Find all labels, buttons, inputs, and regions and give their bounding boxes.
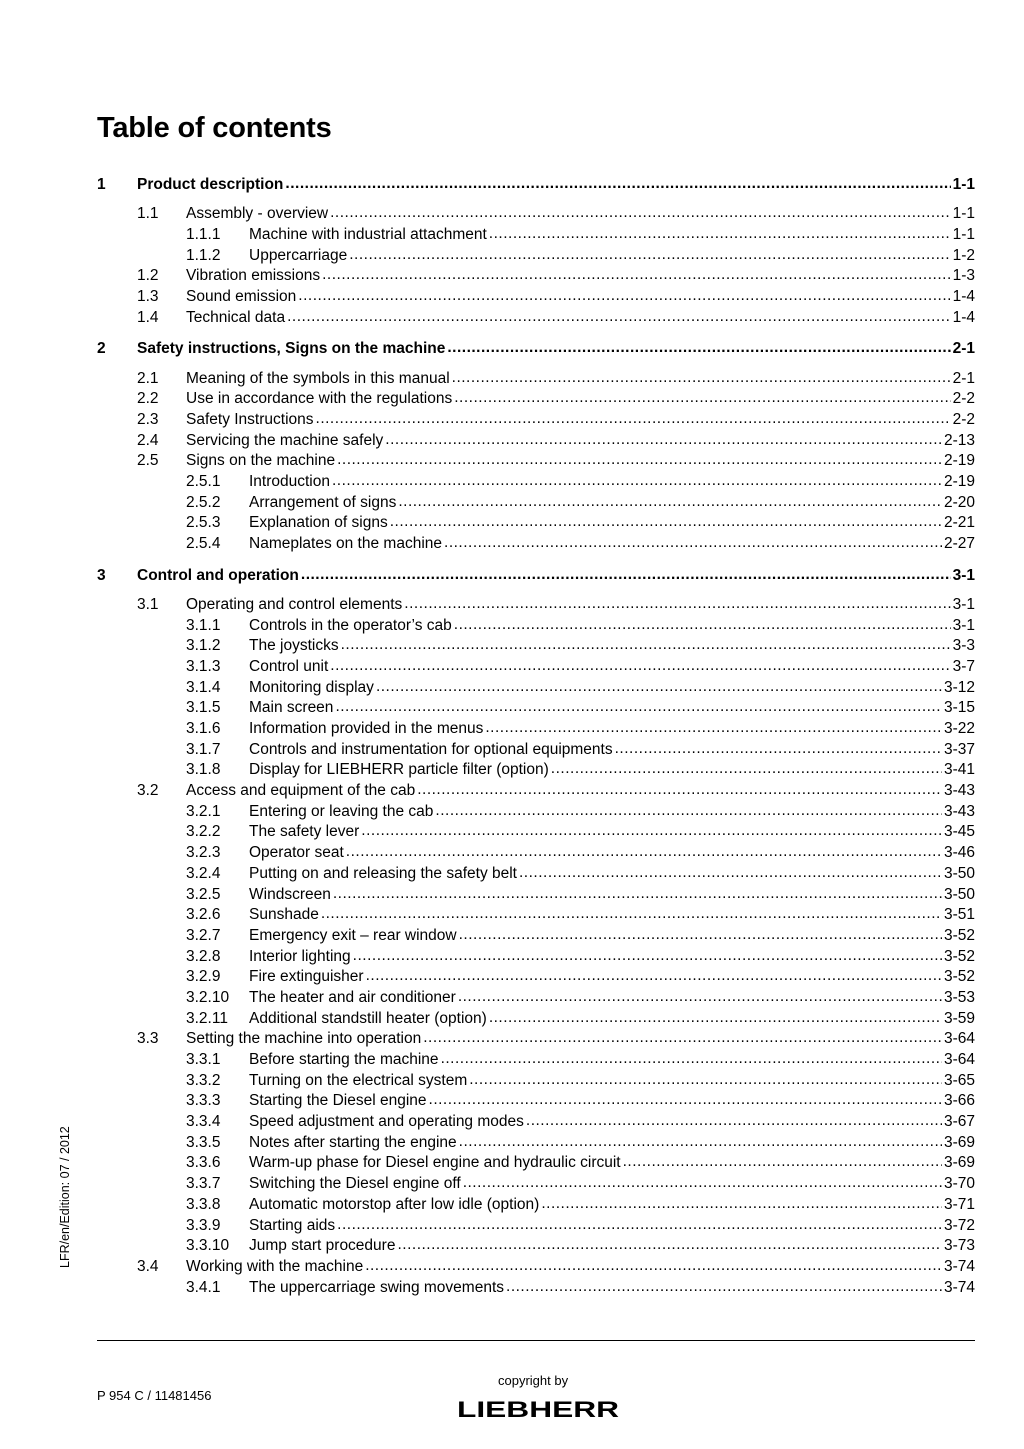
dot-leader <box>441 1049 942 1070</box>
dot-leader <box>489 224 951 245</box>
toc-title: Controls in the operator’s cab <box>249 616 452 634</box>
toc-page-number: 1-4 <box>952 287 975 305</box>
toc-subsection-row[interactable] <box>97 1071 975 1092</box>
dot-leader <box>454 388 950 409</box>
dot-leader <box>615 739 942 760</box>
toc-subsection-row[interactable] <box>97 513 975 534</box>
toc-subsection-row[interactable] <box>97 493 975 514</box>
dot-leader <box>404 594 950 615</box>
toc-title: Control unit <box>249 657 329 675</box>
toc-title: Switching the Diesel engine off <box>249 1175 461 1193</box>
dot-leader <box>435 801 942 822</box>
toc-title: Interior lighting <box>249 947 351 965</box>
toc-title: Main screen <box>249 699 334 717</box>
toc-page-number: 3-53 <box>943 988 975 1006</box>
toc-number: 3.2.4 <box>186 864 221 882</box>
toc-subsection-row[interactable] <box>97 678 975 699</box>
toc-number: 2.1 <box>137 369 159 387</box>
dot-leader <box>335 697 942 718</box>
dot-leader <box>341 635 951 656</box>
toc-section-row[interactable] <box>97 308 975 329</box>
toc-title: Nameplates on the machine <box>249 535 443 552</box>
toc-number: 3.4 <box>137 1257 159 1275</box>
toc-section-row[interactable] <box>97 410 975 431</box>
toc-page-number: 1-1 <box>952 176 975 193</box>
dot-leader <box>385 430 942 451</box>
toc-number: 3.3.9 <box>186 1216 221 1234</box>
toc-number: 3.2 <box>137 782 159 800</box>
dot-leader <box>285 174 950 195</box>
toc-section-row[interactable] <box>97 266 975 287</box>
toc-number: 3.2.5 <box>186 885 221 903</box>
toc-title: Putting on and releasing the safety belt <box>249 864 517 882</box>
dot-leader <box>526 1111 942 1132</box>
toc-chapter-row[interactable] <box>97 175 975 196</box>
toc-page-number: 2-21 <box>943 514 975 532</box>
toc-title: Use in accordance with the regulations <box>186 390 453 408</box>
dot-leader <box>519 863 942 884</box>
toc-number: 2.5 <box>137 452 159 470</box>
dot-leader <box>349 245 950 266</box>
dot-leader <box>346 842 942 863</box>
toc-subsection-row[interactable] <box>97 740 975 761</box>
toc-title: Emergency exit – rear window <box>249 926 457 944</box>
toc-title: The uppercarriage swing movements <box>249 1278 505 1296</box>
toc-number: 3.2.2 <box>186 823 221 841</box>
toc-subsection-row[interactable] <box>97 636 975 657</box>
toc-title: Turning on the electrical system <box>249 1071 468 1089</box>
toc-page-number: 3-65 <box>943 1071 975 1089</box>
dot-leader <box>353 946 942 967</box>
toc-number: 3.3.6 <box>186 1154 221 1172</box>
toc-page-number: 3-69 <box>943 1154 975 1172</box>
toc-number: 3.3.5 <box>186 1133 221 1151</box>
toc-title: Additional standstill heater (option) <box>249 1009 487 1027</box>
toc-chapter-row[interactable] <box>97 566 975 587</box>
toc-subsection-row[interactable] <box>97 1091 975 1112</box>
toc-page-number: 2-13 <box>943 431 975 449</box>
dot-leader <box>298 286 950 307</box>
toc-title: Uppercarriage <box>249 246 348 264</box>
toc-subsection-row[interactable] <box>97 472 975 493</box>
dot-leader <box>376 677 942 698</box>
toc-page-number: 2-1 <box>952 340 975 358</box>
toc-page-number: 2-2 <box>952 410 975 428</box>
toc-subsection-row[interactable] <box>97 864 975 885</box>
toc-number: 1.1.2 <box>186 246 221 264</box>
toc-number: 3.2.10 <box>186 988 230 1006</box>
toc-title: Speed adjustment and operating modes <box>249 1113 524 1131</box>
dot-leader <box>447 338 950 359</box>
toc-section-row[interactable] <box>97 287 975 308</box>
toc-number: 2.4 <box>137 431 159 449</box>
toc-number: 3.1.5 <box>186 699 221 717</box>
toc-title: Starting aids <box>249 1216 336 1234</box>
dot-leader <box>417 780 942 801</box>
dot-leader <box>333 884 942 905</box>
dot-leader <box>506 1277 942 1298</box>
toc-page-number: 3-73 <box>943 1237 975 1255</box>
toc-title: Operator seat <box>249 844 344 862</box>
toc-number: 3.1.4 <box>186 678 221 696</box>
toc-title: Arrangement of signs <box>249 493 397 511</box>
toc-subsection-row[interactable] <box>97 905 975 926</box>
dot-leader <box>322 265 950 286</box>
toc-page-number: 3-69 <box>943 1133 975 1151</box>
dot-leader <box>551 759 942 780</box>
toc-title: Working with the machine <box>186 1257 364 1275</box>
toc-page-number: 3-3 <box>952 637 975 655</box>
toc-number: 1 <box>97 176 106 193</box>
toc-page-number: 3-66 <box>943 1092 975 1110</box>
toc-page-number: 2-1 <box>952 369 975 387</box>
toc-section-row[interactable] <box>97 1257 975 1278</box>
dot-leader <box>463 1173 942 1194</box>
toc-subsection-row[interactable] <box>97 657 975 678</box>
toc-page-number: 3-1 <box>952 616 975 634</box>
toc-page-number: 3-7 <box>952 657 975 675</box>
toc-title: Fire extinguisher <box>249 968 364 986</box>
toc-section-row[interactable] <box>97 781 975 802</box>
toc-title: Operating and control elements <box>186 595 403 613</box>
toc-number: 1.1.1 <box>186 225 221 243</box>
toc-section-row[interactable] <box>97 204 975 225</box>
dot-leader <box>398 492 942 513</box>
toc-page-number: 3-41 <box>943 761 975 779</box>
toc-number: 3.2.3 <box>186 844 221 862</box>
toc-title: Notes after starting the engine <box>249 1133 457 1151</box>
liebherr-logo <box>456 1398 620 1420</box>
dot-leader <box>469 1070 942 1091</box>
toc-subsection-row[interactable] <box>97 1112 975 1133</box>
toc-title: Control and operation <box>137 566 299 584</box>
toc-section-row[interactable] <box>97 369 975 390</box>
toc-title: Information provided in the menus <box>249 720 484 737</box>
dot-leader <box>321 904 942 925</box>
copyright-label: copyright by <box>498 1373 569 1388</box>
toc-title: Product description <box>137 176 284 193</box>
toc-subsection-row[interactable] <box>97 947 975 968</box>
dot-leader <box>485 718 942 739</box>
toc-page-number: 2-2 <box>952 390 975 408</box>
toc-subsection-row[interactable] <box>97 1216 975 1237</box>
toc-page-number: 3-1 <box>952 566 975 584</box>
toc-page-number: 3-43 <box>943 782 975 800</box>
toc-title: Before starting the machine <box>249 1051 439 1068</box>
toc-page-number: 3-72 <box>943 1216 975 1234</box>
toc-number: 2.3 <box>137 410 159 428</box>
toc-title: Warm-up phase for Diesel engine and hydraulic circuit <box>249 1154 621 1172</box>
dot-leader <box>365 1256 942 1277</box>
dot-leader <box>287 307 951 328</box>
toc-page-number: 2-20 <box>943 493 975 511</box>
toc-section-row[interactable] <box>97 431 975 452</box>
toc-number: 1.1 <box>137 205 159 223</box>
toc-subsection-row[interactable] <box>97 760 975 781</box>
toc-number: 3.4.1 <box>186 1278 221 1296</box>
toc-page-number: 3-22 <box>943 720 975 737</box>
toc-page-number: 3-71 <box>943 1195 975 1213</box>
toc-subsection-row[interactable] <box>97 1174 975 1195</box>
dot-leader <box>454 615 951 636</box>
dot-leader <box>458 987 942 1008</box>
toc-page-number: 1-2 <box>952 246 975 264</box>
toc-section-row[interactable] <box>97 389 975 410</box>
toc-page-number: 1-3 <box>952 267 975 285</box>
dot-leader <box>452 368 951 389</box>
toc-page-number: 3-15 <box>943 699 975 717</box>
dot-leader <box>459 1132 942 1153</box>
toc-number: 3.3 <box>137 1030 159 1048</box>
toc-page-number: 3-1 <box>952 595 975 613</box>
toc-chapter <box>97 566 975 1299</box>
toc-title: Machine with industrial attachment <box>249 225 487 243</box>
toc-number: 3.2.11 <box>186 1009 228 1027</box>
toc-page-number: 3-59 <box>943 1009 975 1027</box>
toc-page-number: 3-46 <box>943 844 975 862</box>
toc-page-number: 3-51 <box>943 906 975 924</box>
toc-title: Monitoring display <box>249 678 374 696</box>
logo-text: LIEBHERR <box>457 1398 620 1420</box>
toc-title: The heater and air conditioner <box>249 988 456 1006</box>
toc-number: 3.3.1 <box>186 1051 221 1068</box>
toc-number: 3.1.6 <box>186 720 221 737</box>
dot-leader <box>489 1008 942 1029</box>
toc-number: 3.2.8 <box>186 947 221 965</box>
toc-subsection-row[interactable] <box>97 1009 975 1030</box>
toc-page-number: 3-67 <box>943 1113 975 1131</box>
toc-section-row[interactable] <box>97 1029 975 1050</box>
toc-title: Sound emission <box>186 287 297 305</box>
toc-page-number: 1-1 <box>952 205 975 223</box>
toc-page-number: 3-12 <box>943 678 975 696</box>
dot-leader <box>330 203 950 224</box>
toc-page-number: 3-74 <box>943 1278 975 1296</box>
toc-number: 2.2 <box>137 390 159 408</box>
dot-leader <box>541 1194 942 1215</box>
toc-page-number: 1-4 <box>952 308 975 326</box>
toc-title: The safety lever <box>249 823 360 841</box>
toc-title: Safety Instructions <box>186 410 314 428</box>
dot-leader <box>337 1215 942 1236</box>
toc-number: 1.4 <box>137 308 159 326</box>
toc-subsection-row[interactable] <box>97 1153 975 1174</box>
toc-number: 3 <box>97 566 106 584</box>
toc-title: Setting the machine into operation <box>186 1030 422 1048</box>
toc-subsection-row[interactable] <box>97 1195 975 1216</box>
toc-number: 2.5.2 <box>186 493 221 511</box>
toc-number: 3.3.8 <box>186 1195 221 1213</box>
toc-title: The joysticks <box>249 637 339 655</box>
toc-number: 3.2.6 <box>186 906 221 924</box>
dot-leader <box>330 656 950 677</box>
toc-section-row[interactable] <box>97 595 975 616</box>
dot-leader <box>332 471 942 492</box>
toc-subsection-row[interactable] <box>97 534 975 555</box>
toc-title: Automatic motorstop after low idle (option) <box>249 1195 540 1213</box>
toc-subsection-row[interactable] <box>97 1050 975 1071</box>
toc-subsection-row[interactable] <box>97 1236 975 1257</box>
toc-page-number: 3-50 <box>943 885 975 903</box>
toc-subsection-row[interactable] <box>97 822 975 843</box>
toc-subsection-row[interactable] <box>97 1278 975 1299</box>
toc-number: 2.5.4 <box>186 535 221 552</box>
toc-subsection-row[interactable] <box>97 988 975 1009</box>
dot-leader <box>390 512 942 533</box>
toc-subsection-row[interactable] <box>97 802 975 823</box>
toc-number: 3.3.2 <box>186 1071 221 1089</box>
footer-rule <box>97 1340 975 1341</box>
toc-number: 3.1.3 <box>186 657 221 675</box>
toc-page-number: 3-50 <box>943 864 975 882</box>
toc-title: Starting the Diesel engine <box>249 1092 427 1110</box>
toc-section-row[interactable] <box>97 451 975 472</box>
toc-subsection-row[interactable] <box>97 843 975 864</box>
toc-number: 3.3.3 <box>186 1092 221 1110</box>
toc-number: 3.1.7 <box>186 740 221 758</box>
toc-page-number: 1-1 <box>952 225 975 243</box>
toc-title: Explanation of signs <box>249 514 388 532</box>
toc-subsection-row[interactable] <box>97 719 975 740</box>
toc-page-number: 3-64 <box>943 1030 975 1048</box>
toc-title: Technical data <box>186 308 286 326</box>
toc-title: Signs on the machine <box>186 452 336 470</box>
toc-subsection-row[interactable] <box>97 967 975 988</box>
toc-subsection-row[interactable] <box>97 225 975 246</box>
toc-page-number: 3-52 <box>943 947 975 965</box>
toc-page-number: 2-19 <box>943 452 975 470</box>
toc-page-number: 3-37 <box>943 740 975 758</box>
toc-subsection-row[interactable] <box>97 698 975 719</box>
toc-number: 3.1.8 <box>186 761 221 779</box>
toc-title: Controls and instrumentation for optional equipments <box>249 740 613 758</box>
toc-number: 3.3.4 <box>186 1113 221 1131</box>
toc-page-number: 3-52 <box>943 968 975 986</box>
toc-number: 3.3.10 <box>186 1237 230 1255</box>
toc-title: Sunshade <box>249 906 319 924</box>
dot-leader <box>337 450 942 471</box>
toc-number: 3.2.7 <box>186 926 221 944</box>
toc-chapter <box>97 175 975 328</box>
toc-title: Vibration emissions <box>186 267 321 285</box>
toc-title: Windscreen <box>249 885 331 903</box>
toc-title: Introduction <box>249 472 330 490</box>
table-of-contents <box>97 175 975 1309</box>
toc-page-number: 3-70 <box>943 1175 975 1193</box>
toc-title: Display for LIEBHERR particle filter (option) <box>249 761 549 779</box>
toc-number: 2 <box>97 340 106 358</box>
toc-subsection-row[interactable] <box>97 246 975 267</box>
dot-leader <box>429 1090 942 1111</box>
dot-leader <box>459 925 942 946</box>
toc-number: 3.2.1 <box>186 802 221 820</box>
toc-number: 1.3 <box>137 287 159 305</box>
dot-leader <box>316 409 951 430</box>
toc-number: 2.5.3 <box>186 514 221 532</box>
document-id: P 954 C / 11481456 <box>97 1388 212 1403</box>
toc-page-number: 3-52 <box>943 926 975 944</box>
toc-page-number: 2-27 <box>943 535 975 552</box>
toc-number: 1.2 <box>137 267 159 285</box>
toc-page-number: 3-43 <box>943 802 975 820</box>
dot-leader <box>397 1235 942 1256</box>
toc-subsection-row[interactable] <box>97 885 975 906</box>
toc-number: 2.5.1 <box>186 472 221 490</box>
dot-leader <box>301 565 951 586</box>
dot-leader <box>423 1028 942 1049</box>
dot-leader <box>444 533 942 554</box>
toc-subsection-row[interactable] <box>97 926 975 947</box>
toc-number: 3.1.2 <box>186 637 221 655</box>
toc-title: Servicing the machine safely <box>186 431 384 449</box>
toc-page-number: 2-19 <box>943 472 975 490</box>
toc-number: 3.3.7 <box>186 1175 221 1193</box>
toc-title: Meaning of the symbols in this manual <box>186 369 450 387</box>
dot-leader <box>366 966 942 987</box>
toc-page-number: 3-45 <box>943 823 975 841</box>
dot-leader <box>361 821 942 842</box>
toc-title: Jump start procedure <box>249 1237 396 1255</box>
toc-chapter <box>97 339 975 554</box>
toc-subsection-row[interactable] <box>97 1133 975 1154</box>
toc-title: Access and equipment of the cab <box>186 782 416 800</box>
toc-subsection-row[interactable] <box>97 616 975 637</box>
toc-title: Assembly - overview <box>186 205 329 223</box>
toc-number: 3.2.9 <box>186 968 221 986</box>
toc-number: 3.1 <box>137 595 159 613</box>
page-title: Table of contents <box>97 112 332 144</box>
toc-page-number: 3-74 <box>943 1257 975 1275</box>
toc-number: 3.1.1 <box>186 616 221 634</box>
edition-label: LFR/en/Edition: 07 / 2012 <box>58 1126 72 1268</box>
toc-title: Entering or leaving the cab <box>249 802 434 820</box>
toc-page-number: 3-64 <box>943 1051 975 1068</box>
dot-leader <box>623 1152 942 1173</box>
toc-title: Safety instructions, Signs on the machine <box>137 340 446 358</box>
toc-chapter-row[interactable] <box>97 339 975 360</box>
